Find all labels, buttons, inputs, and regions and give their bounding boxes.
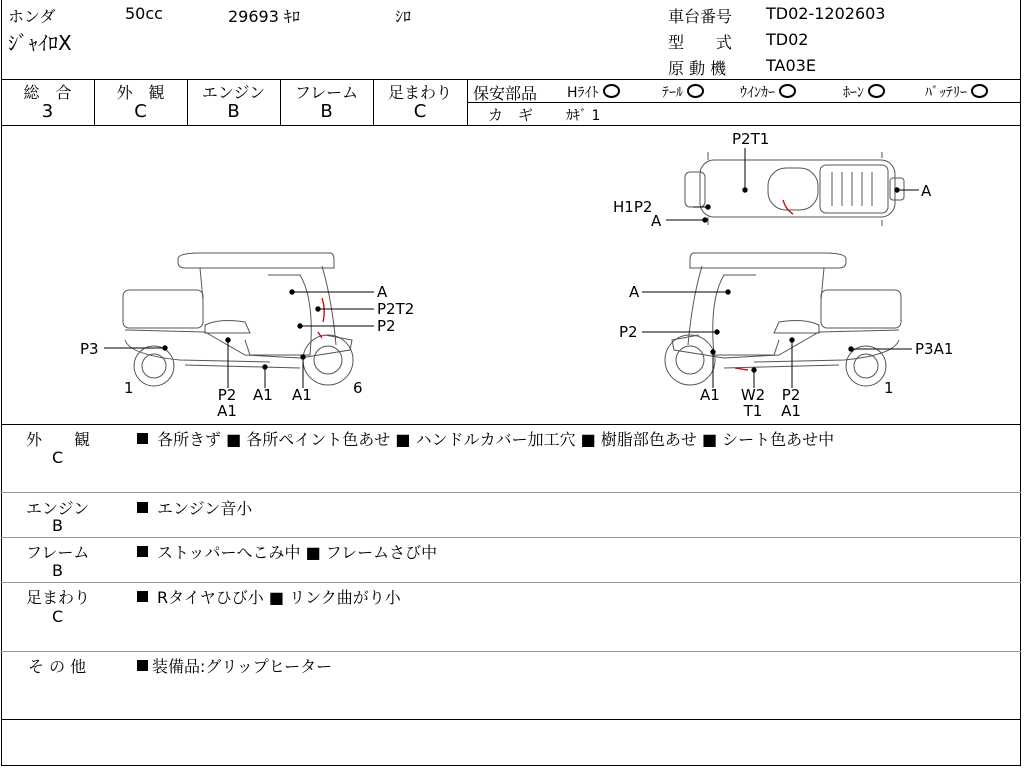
frame-grade-label: フレーム	[294, 83, 359, 102]
label-right-1: 1	[884, 379, 894, 397]
remark-exterior-grade: C	[52, 448, 64, 467]
remark-exterior-line	[137, 427, 834, 450]
remark-engine-text: エンジン音小	[157, 499, 253, 518]
bullet-icon	[137, 660, 148, 671]
bullet-icon	[137, 591, 148, 602]
maker: ホンダ	[8, 7, 56, 26]
rule	[1, 537, 1021, 538]
rule	[1, 492, 1021, 493]
winker-label: ｳｲﾝｶｰ	[740, 85, 775, 101]
remark-frame-line	[137, 540, 437, 563]
label-right-p2: P2	[781, 386, 801, 404]
rule	[1, 582, 1021, 583]
label-left-p2: P2	[377, 317, 396, 335]
engine-grade-label: エンジン	[201, 83, 266, 102]
remark-suspension-label: 足まわり	[26, 588, 91, 607]
remark-frame-label: フレーム	[26, 543, 90, 562]
remark-frame-text: ストッパーへこみ中 ■ フレームさび中	[157, 543, 438, 562]
overall-grade: 3	[41, 101, 54, 122]
color: ｼﾛ	[395, 7, 412, 26]
label-right-p3a1: P3A1	[915, 340, 954, 358]
label-top-a-right: A	[921, 182, 932, 200]
label-left-a1: A1	[253, 386, 273, 404]
rule	[1, 651, 1021, 652]
label-p2t1: P2T1	[732, 130, 770, 148]
remark-frame-grade: B	[52, 561, 63, 580]
label-right-a1: A1	[700, 386, 720, 404]
exterior-label: 外 観	[116, 83, 165, 102]
label-top-a-left: A	[651, 212, 662, 230]
label-right-t1: T1	[743, 402, 763, 420]
frame-no-label: 車台番号	[668, 7, 733, 26]
left-side-scooter	[123, 253, 353, 386]
remark-engine-line	[137, 496, 252, 519]
safety-label: 保安部品	[473, 84, 538, 103]
engine-grade: B	[227, 101, 240, 122]
label-left-p2t2: P2T2	[377, 300, 415, 318]
battery-label: ﾊﾞｯﾃﾘｰ	[925, 85, 967, 101]
label-left-a: A	[377, 283, 388, 301]
suspension-grade-label: 足まわり	[387, 83, 452, 102]
type-label: 型 式	[668, 33, 733, 52]
label-left-p2: P2	[217, 386, 237, 404]
remark-exterior-text: 各所きず ■ 各所ペイント色あせ ■ ハンドルカバー加工穴 ■ 樹脂部色あせ ■ シート色あせ中	[157, 430, 835, 449]
rule	[1, 424, 1021, 425]
suspension-grade: C	[413, 101, 427, 122]
remark-suspension-text: Rタイヤひび小 ■ リンク曲がり小	[157, 588, 401, 607]
horn-label: ﾎｰﾝ	[843, 85, 864, 101]
remark-other-text: 装備品:グリップヒーター	[152, 657, 333, 676]
displacement: 50cc	[125, 4, 163, 23]
remark-suspension-line	[137, 585, 401, 608]
bullet-icon	[137, 433, 148, 444]
bullet-icon	[137, 546, 148, 557]
label-left-a1: A1	[217, 402, 237, 420]
label-right-p2: P2	[619, 323, 638, 341]
overall-label: 総 合	[23, 83, 72, 102]
remark-other-label: そ の 他	[28, 657, 87, 676]
right-side-scooter	[665, 253, 901, 386]
engine-label: 原 動 機	[668, 59, 727, 78]
remark-other-line	[137, 654, 332, 677]
label-left-1: 1	[124, 379, 134, 397]
label-right-w2: W2	[740, 386, 766, 404]
type-value: TD02	[766, 30, 809, 49]
tail-label: ﾃｰﾙ	[662, 85, 683, 101]
label-right-a: A	[629, 283, 640, 301]
remark-exterior-label: 外 観	[26, 430, 91, 449]
mileage: 29693 ｷﾛ	[228, 7, 300, 26]
top-view-scooter	[685, 152, 904, 226]
label-left-a1: A1	[292, 386, 312, 404]
rule	[1, 719, 1021, 720]
label-h1p2: H1P2	[613, 198, 653, 216]
headlight-label: Hﾗｲﾄ	[567, 85, 599, 101]
label-left-6: 6	[353, 379, 363, 397]
remark-suspension-grade: C	[52, 607, 64, 626]
bullet-icon	[137, 502, 148, 513]
key-label: カ ギ	[488, 106, 534, 124]
label-right-a1: A1	[781, 402, 801, 420]
frame-no: TD02-1202603	[766, 4, 886, 23]
model-name: ｼﾞｬｲﾛX	[8, 31, 72, 55]
frame-grade: B	[320, 101, 333, 122]
remark-engine-label: エンジン	[26, 499, 90, 518]
key-value: ｶｷﾞ 1	[566, 108, 601, 124]
label-left-p3: P3	[80, 340, 99, 358]
engine-value: TA03E	[766, 56, 816, 75]
remark-engine-grade: B	[52, 516, 63, 535]
exterior-grade: C	[134, 101, 147, 122]
